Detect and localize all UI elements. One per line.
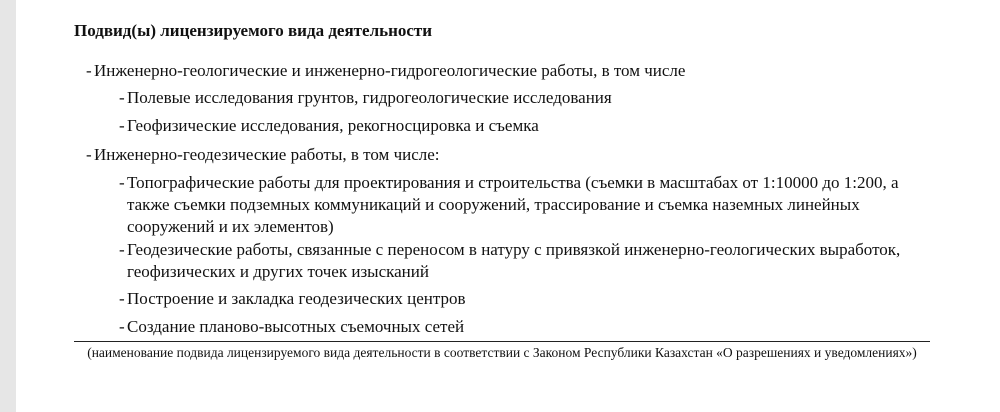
signature-line [74, 341, 930, 342]
list-item-level2 [119, 316, 936, 338]
list-item-text: Топографические работы для проектирования и строительства (съемки в масштабах от 1:10000 до 1:200, а также съемки подземных коммуникаций и сооружений, трассирование и съемка наземных линейных сооружений и их элементов) [127, 173, 899, 236]
list-item-level2 [119, 172, 941, 238]
list-item-text: Геофизические исследования, рекогносцировка и съемка [127, 116, 539, 135]
dash-marker: - [119, 173, 125, 192]
dash-marker: - [86, 61, 92, 80]
list-item-text: Инженерно-геологические и инженерно-гидрогеологические работы, в том числе [94, 61, 686, 80]
dash-marker: - [119, 240, 125, 259]
dash-marker: - [119, 116, 125, 135]
list-item-text: Создание планово-высотных съемочных сетей [127, 317, 465, 336]
list-item-text: Полевые исследования грунтов, гидрогеологические исследования [127, 88, 612, 107]
list-item-level2 [119, 239, 936, 283]
list-item-level2 [119, 115, 936, 137]
dash-marker: - [119, 289, 125, 308]
dash-marker: - [119, 317, 125, 336]
list-item-text: Инженерно-геодезические работы, в том числе: [94, 145, 440, 164]
field-caption: (наименование подвида лицензируемого вида деятельности в соответствии с Законом Республики Казахстан «О разрешениях и уведомлениях») [87, 345, 917, 360]
document-page [16, 0, 1000, 412]
list-item-level2 [119, 288, 936, 310]
dash-marker: - [86, 145, 92, 164]
list-item-level2 [119, 87, 936, 109]
list-item-level1 [86, 144, 936, 166]
dash-marker: - [119, 88, 125, 107]
list-item-level1 [86, 60, 936, 82]
list-item-text: Построение и закладка геодезических центров [127, 289, 466, 308]
list-item-text: Геодезические работы, связанные с переносом в натуру с привязкой инженерно-геологических выработок, геофизических и других точек изысканий [127, 240, 901, 281]
section-title: Подвид(ы) лицензируемого вида деятельности [74, 21, 433, 40]
